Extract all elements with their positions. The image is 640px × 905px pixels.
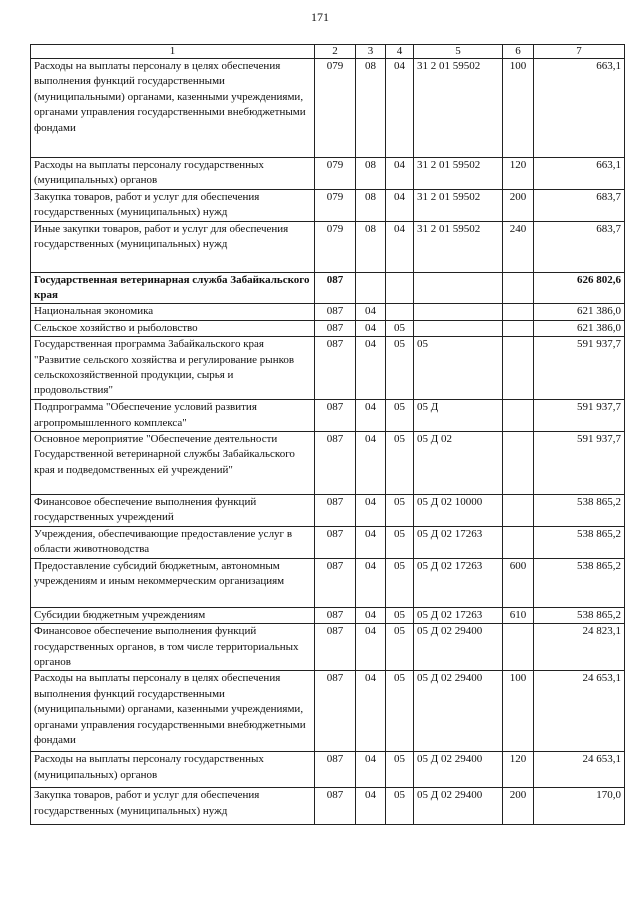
row-name: Иные закупки товаров, работ и услуг для обеспечения государственных (муниципальных) нужд — [31, 221, 315, 272]
table-header-row — [31, 45, 625, 59]
row-admin-code: 087 — [315, 400, 356, 432]
row-amount: 538 865,2 — [534, 526, 625, 558]
column-header: 6 — [503, 45, 534, 59]
row-target-article: 05 Д — [414, 400, 503, 432]
row-expense-type — [503, 320, 534, 336]
row-section: 04 — [356, 526, 386, 558]
row-subsection: 05 — [386, 495, 414, 527]
row-subsection: 04 — [386, 158, 414, 190]
row-admin-code: 087 — [315, 320, 356, 336]
row-expense-type — [503, 624, 534, 671]
row-admin-code: 087 — [315, 526, 356, 558]
row-name: Предоставление субсидий бюджетным, автономным учреждениям и иным некоммерческим организациям — [31, 558, 315, 607]
column-header: 3 — [356, 45, 386, 59]
row-admin-code: 087 — [315, 304, 356, 320]
row-section: 04 — [356, 304, 386, 320]
row-target-article — [414, 320, 503, 336]
row-name: Закупка товаров, работ и услуг для обеспечения государственных (муниципальных) нужд — [31, 189, 315, 221]
row-amount: 170,0 — [534, 788, 625, 825]
row-section: 04 — [356, 752, 386, 788]
row-target-article — [414, 304, 503, 320]
row-expense-type: 610 — [503, 607, 534, 623]
row-admin-code: 087 — [315, 432, 356, 495]
row-target-article: 05 Д 02 29400 — [414, 752, 503, 788]
row-subsection: 05 — [386, 788, 414, 825]
row-section: 04 — [356, 558, 386, 607]
row-name: Финансовое обеспечение выполнения функций государственных органов, в том числе территориальных органов — [31, 624, 315, 671]
row-expense-type — [503, 526, 534, 558]
row-target-article: 05 Д 02 — [414, 432, 503, 495]
row-amount: 626 802,6 — [534, 272, 625, 304]
row-target-article: 31 2 01 59502 — [414, 158, 503, 190]
row-target-article — [414, 272, 503, 304]
row-amount: 538 865,2 — [534, 607, 625, 623]
row-admin-code: 087 — [315, 337, 356, 400]
table-row — [31, 558, 625, 607]
row-section: 04 — [356, 624, 386, 671]
row-section: 04 — [356, 607, 386, 623]
row-subsection: 05 — [386, 337, 414, 400]
row-name: Национальная экономика — [31, 304, 315, 320]
row-amount: 683,7 — [534, 189, 625, 221]
row-expense-type — [503, 272, 534, 304]
row-amount: 24 653,1 — [534, 671, 625, 752]
row-admin-code: 079 — [315, 189, 356, 221]
row-admin-code: 087 — [315, 495, 356, 527]
row-subsection: 05 — [386, 432, 414, 495]
row-subsection: 05 — [386, 558, 414, 607]
row-expense-type: 120 — [503, 158, 534, 190]
row-target-article: 05 — [414, 337, 503, 400]
row-name: Расходы на выплаты персоналу в целях обеспечения выполнения функций государственными (муниципальными) органами, казенными учреждениями, органами управления государственными внебюджетными фондами — [31, 59, 315, 158]
row-target-article: 05 Д 02 29400 — [414, 624, 503, 671]
row-section — [356, 272, 386, 304]
table-row — [31, 624, 625, 671]
row-target-article: 05 Д 02 17263 — [414, 607, 503, 623]
row-name: Основное мероприятие "Обеспечение деятельности Государственной ветеринарной службы Забайкальского края и подведомственных ей учреждений" — [31, 432, 315, 495]
row-expense-type — [503, 432, 534, 495]
row-name: Закупка товаров, работ и услуг для обеспечения государственных (муниципальных) нужд — [31, 788, 315, 825]
row-expense-type — [503, 337, 534, 400]
row-section: 08 — [356, 189, 386, 221]
row-section: 04 — [356, 337, 386, 400]
column-header: 4 — [386, 45, 414, 59]
column-header: 1 — [31, 45, 315, 59]
table-row — [31, 788, 625, 825]
row-subsection: 04 — [386, 59, 414, 158]
table-row — [31, 304, 625, 320]
column-header: 2 — [315, 45, 356, 59]
row-admin-code: 087 — [315, 788, 356, 825]
row-section: 04 — [356, 432, 386, 495]
table-row — [31, 221, 625, 272]
table-row — [31, 59, 625, 158]
row-target-article: 05 Д 02 17263 — [414, 558, 503, 607]
row-subsection — [386, 272, 414, 304]
row-name: Финансовое обеспечение выполнения функций государственных учреждений — [31, 495, 315, 527]
row-subsection: 05 — [386, 526, 414, 558]
table-row — [31, 272, 625, 304]
row-amount: 621 386,0 — [534, 320, 625, 336]
row-expense-type: 200 — [503, 189, 534, 221]
row-admin-code: 079 — [315, 59, 356, 158]
row-subsection: 04 — [386, 221, 414, 272]
row-admin-code: 087 — [315, 752, 356, 788]
row-subsection: 05 — [386, 400, 414, 432]
row-subsection: 05 — [386, 752, 414, 788]
row-admin-code: 087 — [315, 624, 356, 671]
row-subsection: 05 — [386, 671, 414, 752]
row-expense-type: 240 — [503, 221, 534, 272]
row-section: 04 — [356, 671, 386, 752]
row-name: Расходы на выплаты персоналу в целях обеспечения выполнения функций государственными (муниципальными) органами, казенными учреждениями, органами управления государственными внебюджетными фондами — [31, 671, 315, 752]
row-section: 04 — [356, 495, 386, 527]
row-section: 08 — [356, 59, 386, 158]
row-name: Расходы на выплаты персоналу государственных (муниципальных) органов — [31, 752, 315, 788]
row-admin-code: 087 — [315, 671, 356, 752]
row-amount: 663,1 — [534, 59, 625, 158]
table-row — [31, 400, 625, 432]
row-amount: 591 937,7 — [534, 432, 625, 495]
row-amount: 621 386,0 — [534, 304, 625, 320]
row-admin-code: 087 — [315, 272, 356, 304]
row-target-article: 05 Д 02 10000 — [414, 495, 503, 527]
row-section: 08 — [356, 221, 386, 272]
row-amount: 683,7 — [534, 221, 625, 272]
row-section: 04 — [356, 788, 386, 825]
row-subsection: 05 — [386, 607, 414, 623]
row-section: 04 — [356, 320, 386, 336]
row-amount: 591 937,7 — [534, 400, 625, 432]
row-subsection — [386, 304, 414, 320]
table-row — [31, 320, 625, 336]
row-target-article: 05 Д 02 29400 — [414, 671, 503, 752]
table-row — [31, 158, 625, 190]
row-name: Субсидии бюджетным учреждениям — [31, 607, 315, 623]
row-amount: 538 865,2 — [534, 558, 625, 607]
table-row — [31, 432, 625, 495]
column-header: 5 — [414, 45, 503, 59]
table-row — [31, 671, 625, 752]
row-amount: 24 823,1 — [534, 624, 625, 671]
row-name: Сельское хозяйство и рыболовство — [31, 320, 315, 336]
table-row — [31, 337, 625, 400]
row-target-article: 05 Д 02 29400 — [414, 788, 503, 825]
table-row — [31, 189, 625, 221]
budget-table — [30, 44, 625, 825]
row-name: Государственная ветеринарная служба Забайкальского края — [31, 272, 315, 304]
row-target-article: 31 2 01 59502 — [414, 221, 503, 272]
row-name: Расходы на выплаты персоналу государственных (муниципальных) органов — [31, 158, 315, 190]
page-number: 171 — [311, 10, 329, 24]
column-header: 7 — [534, 45, 625, 59]
row-target-article: 05 Д 02 17263 — [414, 526, 503, 558]
row-amount: 663,1 — [534, 158, 625, 190]
row-expense-type: 100 — [503, 59, 534, 158]
row-admin-code: 087 — [315, 607, 356, 623]
row-section: 08 — [356, 158, 386, 190]
table-row — [31, 752, 625, 788]
row-name: Подпрограмма "Обеспечение условий развития агропромышленного комплекса" — [31, 400, 315, 432]
row-target-article: 31 2 01 59502 — [414, 189, 503, 221]
row-admin-code: 079 — [315, 158, 356, 190]
row-expense-type — [503, 495, 534, 527]
row-target-article: 31 2 01 59502 — [414, 59, 503, 158]
row-expense-type — [503, 304, 534, 320]
row-subsection: 05 — [386, 320, 414, 336]
row-section: 04 — [356, 400, 386, 432]
row-name: Государственная программа Забайкальского края "Развитие сельского хозяйства и регулирование рынков сельскохозяйственной продукции, сырья и продовольствия" — [31, 337, 315, 400]
row-subsection: 05 — [386, 624, 414, 671]
table-row — [31, 495, 625, 527]
row-name: Учреждения, обеспечивающие предоставление услуг в области животноводства — [31, 526, 315, 558]
row-expense-type — [503, 400, 534, 432]
table-row — [31, 607, 625, 623]
row-admin-code: 087 — [315, 558, 356, 607]
row-expense-type: 600 — [503, 558, 534, 607]
row-expense-type: 100 — [503, 671, 534, 752]
row-admin-code: 079 — [315, 221, 356, 272]
row-amount: 591 937,7 — [534, 337, 625, 400]
row-amount: 24 653,1 — [534, 752, 625, 788]
row-amount: 538 865,2 — [534, 495, 625, 527]
row-expense-type: 120 — [503, 752, 534, 788]
row-expense-type: 200 — [503, 788, 534, 825]
row-subsection: 04 — [386, 189, 414, 221]
table-row — [31, 526, 625, 558]
